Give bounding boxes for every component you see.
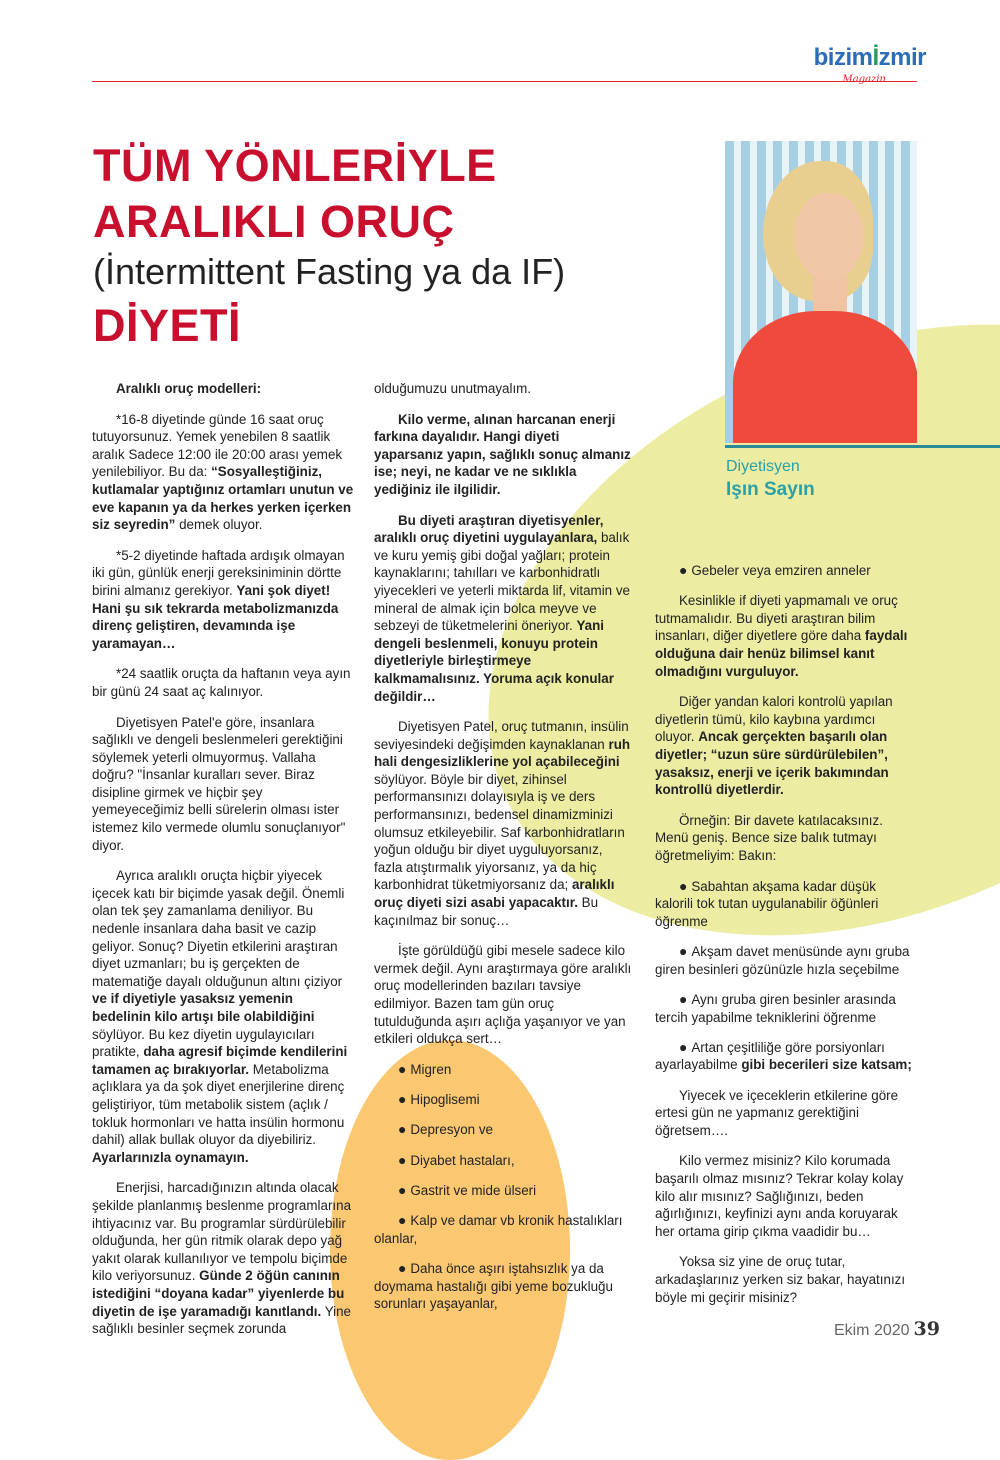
header-rule — [92, 81, 917, 82]
list-item: ● Gebeler veya emziren anneler — [679, 562, 871, 578]
paragraph: Aralıklı oruç modelleri: — [116, 381, 262, 396]
paragraph: Yiyecek ve içeceklerin etkilerine göre ertesi gün ne yapmanız gerektiğini öğretsem…. — [655, 1087, 899, 1138]
list-item: ● Sabahtan akşama kadar düşük kalorili tok tutan uygulanabilir öğünleri öğrenme — [655, 877, 879, 929]
title-line-3: (İntermittent Fasting ya da IF) — [93, 251, 566, 292]
paragraph: olduğumuzu unutmayalım. — [374, 381, 532, 396]
paragraph: Örneğin: Bir davete katılacaksınız. Menü geniş. Bence size balık tutmayı öğretmeliyim: Bakın: — [655, 812, 883, 863]
bullet-icon: ● — [679, 562, 692, 578]
bullet-icon: ● — [398, 1181, 411, 1198]
list-item: ● Akşam davet menüsünde aynı gruba giren besinleri gözünüzle hızla seçebilme — [655, 943, 910, 977]
paragraph: Diyetisyen Patel, oruç tutmanın, insülin seviyesindeki değişimden kaynaklanan ruh hali dengesizliklerine yol açabileceğini söylüyor. Böyle bir diyet, zihinsel performansınızı dolayısıyla iş ve ders performansınızı, bedensel dinamizminizi olumsuz etkileyebilir. Saf karbonhidratların yoğun olduğu bir diyet uyguluyorsanız, fazla atıştırmalık yiyorsanız, ya da hiç karbonhidrat tüketmiyorsanız da; aralıklı oruç diyeti sizi asabi yapacaktır. Bu kaçınılmaz bir sonuç… — [374, 719, 631, 928]
paragraph: Diyetisyen Patel'e göre, insanlara sağlıklı ve dengeli beslenmeleri gerektiğini söylemek yeterli olmuyormuş. Vallaha doğru? "İnsanlar kuralları sever. Biraz disipline girmek ve hiçbir şey yemeyeceğimiz belli sürelerin olması ister istemez kilo vermede olumlu sonuçlanıyor" diyor. — [92, 714, 346, 853]
list-item: ● Depresyon ve — [398, 1121, 493, 1138]
paragraph: İşte görüldüğü gibi mesele sadece kilo vermek değil. Aynı araştırmaya göre aralıklı oruç modellerinden bazıları tavsiye edilmiyor. Bazen tam gün oruç tutulduğunda aşırı açlığa yaşanıyor ve yan etkileri oldukça sert… — [374, 943, 632, 1047]
title-line-4: DİYETİ — [93, 300, 242, 351]
column-3 — [655, 562, 917, 1319]
paragraph: Diğer yandan kalori kontrolü yapılan diyetlerin tümü, kilo kaybına yardımcı oluyor. Ancak gerçekten başarılı olan diyetler; “uzun süre sürdürülebilen”, yasaksız, enerji ve içerik bakımından kontrollü diyetlerdir. — [655, 694, 893, 798]
page-number: 39 — [913, 1318, 940, 1340]
list-item: ● Hipoglisemi — [398, 1091, 480, 1108]
caption-rule — [725, 445, 1000, 448]
logo-wordmark: bizimİzmir — [813, 44, 926, 71]
title-line-1: TÜM YÖNLERİYLE — [93, 140, 497, 191]
list-item: ● Aynı gruba giren besinler arasında tercih yapabilme tekniklerini öğrenme — [655, 990, 896, 1025]
bullet-icon: ● — [679, 877, 692, 894]
author-name: Işın Sayın — [726, 479, 815, 500]
article-title — [93, 138, 713, 354]
paragraph: Kesinlikle if diyeti yapmamalı ve oruç tutmamalıdır. Bu diyeti araştıran bilim insanları, diğer diyetlere göre daha faydalı olduğuna dair henüz bilimsel kanıt olmadığını vurguluyor. — [655, 593, 908, 679]
list-item: ● Migren — [398, 1060, 452, 1077]
bullet-icon: ● — [398, 1060, 411, 1077]
bullet-icon: ● — [679, 943, 692, 960]
paragraph: Kilo verme, alınan harcanan enerji farkına dayalıdır. Hangi diyeti yaparsanız yapın, sağlıklı sonuç almanız ise; neyi, ne kadar ve ne sıklıkla yediğiniz ile ilgilidir. — [374, 411, 631, 497]
paragraph: *5-2 diyetinde haftada ardışık olmayan iki gün, günlük enerji gereksiniminin dörtte birini almanız gerekiyor. Yani şok diyet! Hani şu sık tekrarda metabolizmanızda direnç geliştiren, devamında işe yaramayan… — [92, 547, 345, 651]
column-1 — [92, 380, 354, 1351]
page-footer — [834, 1318, 940, 1340]
paragraph: Enerjisi, harcadığınızın altında olacak şekilde planlanmış beslenme programlarına ihtiyacınız var. Bu programlar sürdürülebilir olduğunda, her gün ritmik olarak depo yağ yakıt olarak kullanılıyor ve tempolu biçimde kilo veriyorsunuz. Günde 2 öğün canının istediğini “doyana kadar” yiyenlerde bu diyetin de işe yaramadığı kanıtlandı. Yine sağlıklı besinler seçmek zorunda — [92, 1180, 352, 1337]
column-2 — [374, 380, 632, 1326]
logo-subtitle: Magazin — [842, 74, 886, 85]
bullet-icon: ● — [398, 1121, 411, 1138]
list-item: ● Artan çeşitliliğe göre porsiyonları ayarlayabilme gibi becerileri size katsam; — [655, 1038, 912, 1073]
paragraph: *24 saatlik oruçta da haftanın veya ayın bir günü 24 saat aç kalınıyor. — [92, 666, 351, 699]
bullet-icon: ● — [679, 1038, 692, 1055]
bullet-icon: ● — [679, 990, 692, 1007]
magazine-logo — [786, 44, 926, 85]
bullet-icon: ● — [398, 1151, 411, 1168]
paragraph: Ayrıca aralıklı oruçta hiçbir yiyecek içecek katı bir biçimde yasak değil. Önemli olan tek şey zamanlama deniliyor. Bu nedenle insanlara daha basit ve cazip geliyor. Sonuç? Diyetin etkilerini araştıran diyet uzmanları; bu iş gerçekten de matematiğe dayalı olduğunun altını çiziyor ve if diyetiyle yasaksız yemenin bedelinin kilo artışı bile olabildiğini söylüyor. Bu kez diyetin uygulayıcıları pratikte, daha agresif biçimde kendilerini tamamen aç bırakıyorlar. Metabolizma açlıklara ya da şok diyet enerjilerine direnç geliştiriyor, tüm metabolik sistem (açlık / tokluk hormonları ve hatta insülin hormonu dahil) allak bullak oluyor da diyebiliriz. Ayarlarınızla oynamayın. — [92, 868, 348, 1165]
bullet-icon: ● — [398, 1260, 411, 1277]
list-item: ● Kalp ve damar vb kronik hastalıkları olanlar, — [374, 1212, 623, 1246]
list-item: ● Gastrit ve mide ülseri — [398, 1181, 537, 1198]
title-line-2: ARALIKLI ORUÇ — [93, 196, 455, 247]
list-item: ● Daha önce aşırı iştahsızlık ya da doymama hastalığı gibi yeme bozukluğu sorunları yaşayanlar, — [374, 1260, 613, 1312]
paragraph: *16-8 diyetinde günde 16 saat oruç tutuyorsunuz. Yemek yenebilen 8 saatlik aralık Sadece 12:00 ile 20:00 arası yemek yenilebiliyor. Bu da: “Sosyalleştiğiniz, kutlamalar yaptığınız ortamları unutun ve eve kapanın ya da herkes yerken içerken siz seyredin” demek oluyor. — [92, 411, 354, 533]
issue-date: Ekim 2020 — [833, 1322, 910, 1339]
bullet-icon: ● — [398, 1091, 411, 1108]
paragraph: Yoksa siz yine de oruç tutar, arkadaşlarınız yerken siz bakar, hayatınızı böyle mi geçirir misiniz? — [655, 1254, 906, 1305]
paragraph: Bu diyeti araştıran diyetisyenler, aralıklı oruç diyetini uygulayanlara, balık ve kuru yemiş gibi doğal yağları; protein kaynaklarını; tahılları ve karbonhidratlı yiyecekleri ve yeterli miktarda lif, vitamin ve mineral de almak için bolca meyve ve sebzeyi de tüketmelerini öneriyor. Yani dengeli beslenmeli, konuyu protein diyetleriyle birleştirmeye kalkmamalısınız. Yoruma açık konular değildir… — [374, 512, 630, 704]
paragraph: Kilo vermez misiniz? Kilo korumada başarılı olmaz mısınız? Tekrar kolay kolay kilo alır mısınız? Sağlığınızı, beden ağırlığınızı, keyfinizi aynı anda koruyarak her ortama girip çıkma vaadidir bu… — [655, 1153, 904, 1239]
author-caption — [726, 457, 815, 503]
logo-palm-letter: İ — [872, 44, 879, 71]
bullet-icon: ● — [398, 1212, 411, 1229]
author-photo — [725, 141, 917, 443]
author-role: Diyetisyen — [726, 458, 800, 475]
list-item: ● Diyabet hastaları, — [398, 1151, 515, 1168]
